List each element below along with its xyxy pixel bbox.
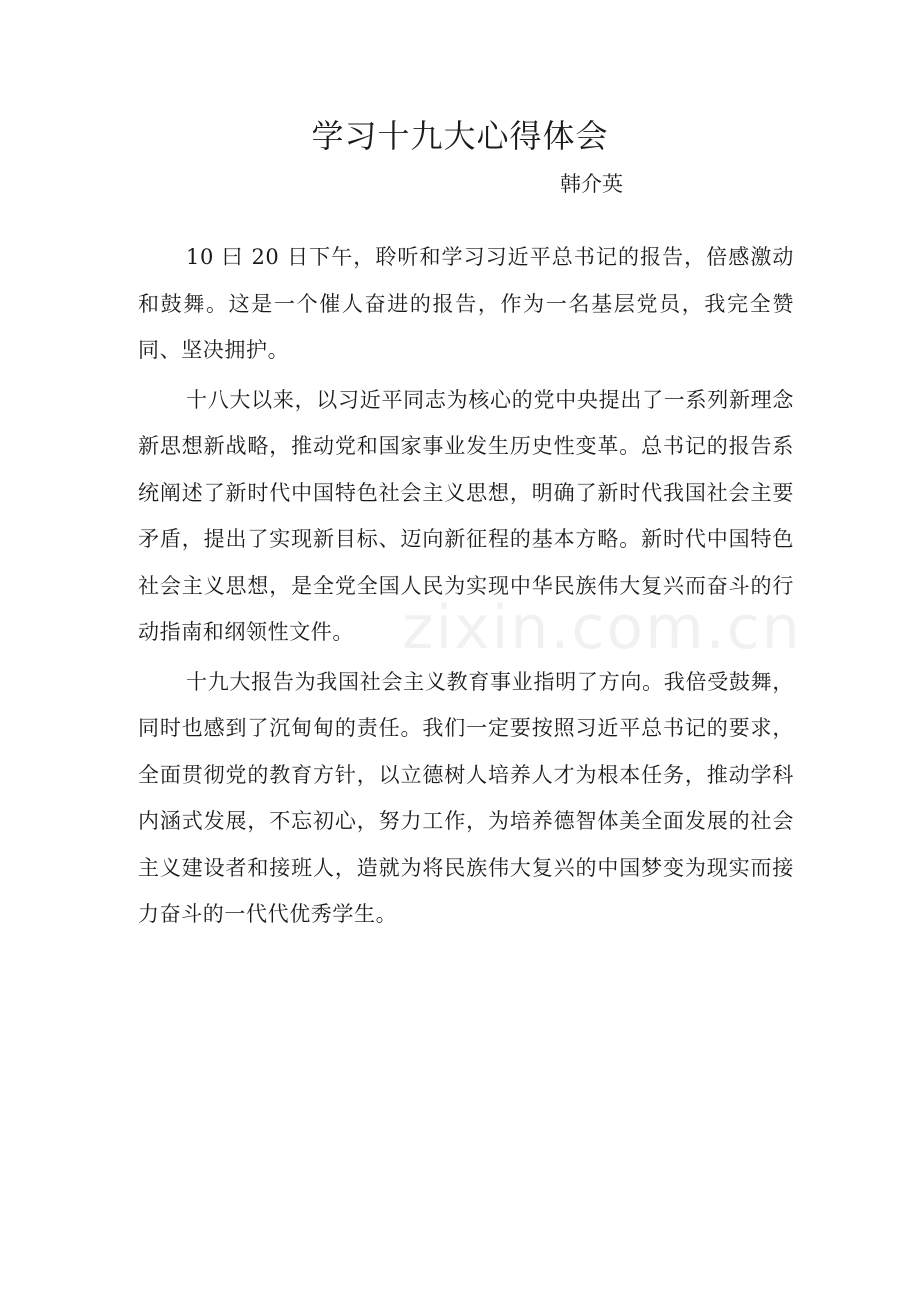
watermark-text: zixin.com.cn (402, 593, 802, 663)
paragraph: 10 曰 20 日下午，聆听和学习习近平总书记的报告，倍感激动和鼓舞。这是一个催人奋进的报告，作为一名基层党员，我完全赞同、坚决拥护。 (138, 245, 794, 362)
document-body (138, 234, 794, 941)
document-title: 学习十九大心得体会 (311, 117, 609, 155)
paragraph: 十九大报告为我国社会主义教育事业指明了方向。我倍受鼓舞，同时也感到了沉甸甸的责任。我们一定要按照习近平总书记的要求，全面贯彻党的教育方针，以立德树人培养人才为根本任务，推动学科内涵式发展，不忘初心，努力工作，为培养德智体美全面发展的社会主义建设者和接班人，造就为将民族伟大复兴的中国梦变为现实而接力奋斗的一代代优秀学生。 (138, 669, 794, 926)
paragraph: 十八大以来，以习近平同志为核心的党中央提出了一系列新理念新思想新战略，推动党和国家事业发生历史性变革。总书记的报告系统阐述了新时代中国特色社会主义思想，明确了新时代我国社会主要矛盾，提出了实现新目标、迈向新征程的基本方略。新时代中国特色社会主义思想，是全党全国人民为实现中华民族伟大复兴而奋斗的行动指南和纲领性文件。 (138, 387, 794, 644)
document-author: 韩介英 (560, 172, 623, 196)
